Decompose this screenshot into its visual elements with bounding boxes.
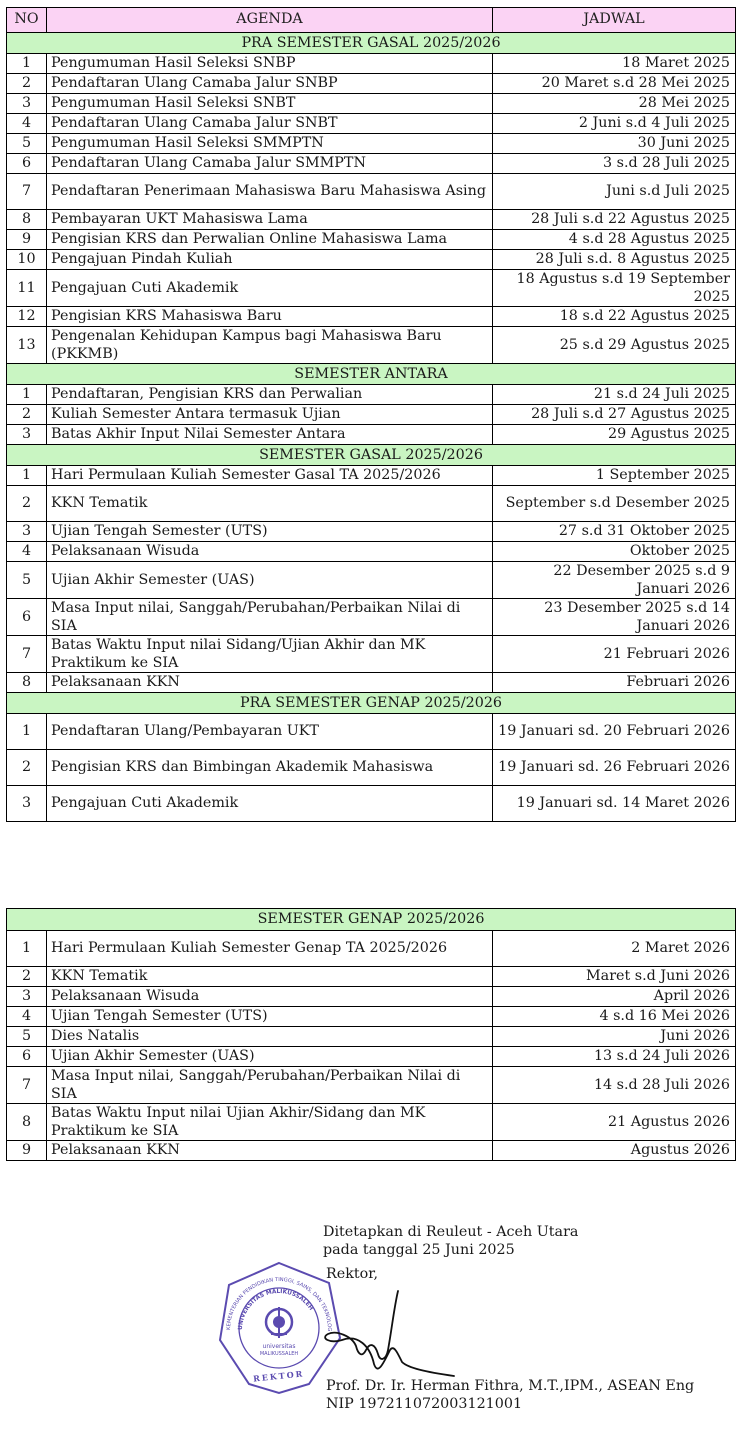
row-number: 3 bbox=[7, 522, 47, 542]
row-number: 3 bbox=[7, 987, 47, 1007]
section-title: SEMESTER GASAL 2025/2026 bbox=[7, 445, 736, 466]
row-number: 5 bbox=[7, 1027, 47, 1047]
row-number: 12 bbox=[7, 307, 47, 327]
table-row bbox=[7, 1007, 736, 1027]
row-number: 1 bbox=[7, 714, 47, 750]
table-row bbox=[7, 987, 736, 1007]
section-title: SEMESTER ANTARA bbox=[7, 364, 736, 385]
row-agenda: KKN Tematik bbox=[47, 486, 493, 522]
schedule-table-1 bbox=[6, 7, 736, 822]
row-jadwal: 18 Agustus s.d 19 September 2025 bbox=[493, 270, 736, 307]
row-agenda: Pengenalan Kehidupan Kampus bagi Mahasiswa Baru (PKKMB) bbox=[47, 327, 493, 364]
table-row bbox=[7, 967, 736, 987]
table-row bbox=[7, 250, 736, 270]
row-number: 2 bbox=[7, 750, 47, 786]
table-row bbox=[7, 750, 736, 786]
row-agenda: Pengisian KRS dan Perwalian Online Mahasiswa Lama bbox=[47, 230, 493, 250]
table-row bbox=[7, 636, 736, 673]
row-jadwal: 13 s.d 24 Juli 2026 bbox=[493, 1047, 736, 1067]
row-agenda: Masa Input nilai, Sanggah/Perubahan/Perbaikan Nilai di SIA bbox=[47, 1067, 493, 1104]
row-jadwal: Maret s.d Juni 2026 bbox=[493, 967, 736, 987]
row-number: 1 bbox=[7, 466, 47, 486]
table-row bbox=[7, 1067, 736, 1104]
header-jadwal: JADWAL bbox=[493, 8, 736, 33]
row-number: 2 bbox=[7, 967, 47, 987]
table-row bbox=[7, 385, 736, 405]
table-row bbox=[7, 673, 736, 693]
row-jadwal: 19 Januari sd. 26 Februari 2026 bbox=[493, 750, 736, 786]
row-number: 3 bbox=[7, 94, 47, 114]
stamp-inner-text: UNIVERSITAS MALIKUSSALEH bbox=[237, 1288, 314, 1331]
row-agenda: Pelaksanaan Wisuda bbox=[47, 542, 493, 562]
table-row bbox=[7, 94, 736, 114]
table-row bbox=[7, 230, 736, 250]
row-number: 5 bbox=[7, 562, 47, 599]
stamp-outer-text: KEMENTERIAN PENDIDIKAN TINGGI, SAINS, DAN TEKNOLOG bbox=[225, 1276, 333, 1332]
row-agenda: Pendaftaran Ulang Camaba Jalur SMMPTN bbox=[47, 154, 493, 174]
table-row bbox=[7, 174, 736, 210]
row-agenda: Pengumuman Hasil Seleksi SMMPTN bbox=[47, 134, 493, 154]
signing-place: Ditetapkan di Reuleut - Aceh Utara bbox=[323, 1224, 579, 1240]
row-jadwal: 27 s.d 31 Oktober 2025 bbox=[493, 522, 736, 542]
row-number: 1 bbox=[7, 385, 47, 405]
table-row bbox=[7, 466, 736, 486]
row-jadwal: 20 Maret s.d 28 Mei 2025 bbox=[493, 74, 736, 94]
row-number: 2 bbox=[7, 74, 47, 94]
row-agenda: Batas Akhir Input Nilai Semester Antara bbox=[47, 425, 493, 445]
row-agenda: Pendaftaran Penerimaan Mahasiswa Baru Mahasiswa Asing bbox=[47, 174, 493, 210]
row-number: 1 bbox=[7, 54, 47, 74]
row-number: 4 bbox=[7, 114, 47, 134]
row-number: 10 bbox=[7, 250, 47, 270]
row-number: 1 bbox=[7, 931, 47, 967]
row-number: 4 bbox=[7, 542, 47, 562]
row-jadwal: 28 Mei 2025 bbox=[493, 94, 736, 114]
schedule-body-2 bbox=[7, 909, 736, 1161]
header-no: NO bbox=[7, 8, 47, 33]
row-jadwal: Juni 2026 bbox=[493, 1027, 736, 1047]
row-number: 4 bbox=[7, 1007, 47, 1027]
table-row bbox=[7, 54, 736, 74]
signing-date: pada tanggal 25 Juni 2025 bbox=[323, 1242, 515, 1258]
row-number: 13 bbox=[7, 327, 47, 364]
row-agenda: Pendaftaran, Pengisian KRS dan Perwalian bbox=[47, 385, 493, 405]
row-jadwal: September s.d Desember 2025 bbox=[493, 486, 736, 522]
row-agenda: Pelaksanaan Wisuda bbox=[47, 987, 493, 1007]
row-jadwal: 29 Agustus 2025 bbox=[493, 425, 736, 445]
row-number: 8 bbox=[7, 210, 47, 230]
signer-nip: NIP 197211072003121001 bbox=[326, 1396, 523, 1412]
table-header-row bbox=[7, 8, 736, 33]
row-jadwal: 18 s.d 22 Agustus 2025 bbox=[493, 307, 736, 327]
table-row bbox=[7, 405, 736, 425]
table-row bbox=[7, 786, 736, 822]
row-agenda: Pengumuman Hasil Seleksi SNBP bbox=[47, 54, 493, 74]
row-number: 9 bbox=[7, 1141, 47, 1161]
table-row bbox=[7, 1027, 736, 1047]
row-jadwal: 3 s.d 28 Juli 2025 bbox=[493, 154, 736, 174]
row-jadwal: 4 s.d 28 Agustus 2025 bbox=[493, 230, 736, 250]
row-agenda: Pengisian KRS Mahasiswa Baru bbox=[47, 307, 493, 327]
table-row bbox=[7, 599, 736, 636]
row-agenda: Ujian Akhir Semester (UAS) bbox=[47, 1047, 493, 1067]
row-number: 7 bbox=[7, 174, 47, 210]
row-agenda: Pelaksanaan KKN bbox=[47, 673, 493, 693]
row-number: 7 bbox=[7, 636, 47, 673]
row-agenda: Pengajuan Pindah Kuliah bbox=[47, 250, 493, 270]
row-jadwal: Juni s.d Juli 2025 bbox=[493, 174, 736, 210]
row-number: 2 bbox=[7, 486, 47, 522]
row-jadwal: 21 s.d 24 Juli 2025 bbox=[493, 385, 736, 405]
row-agenda: Ujian Tengah Semester (UTS) bbox=[47, 1007, 493, 1027]
row-jadwal: 28 Juli s.d 22 Agustus 2025 bbox=[493, 210, 736, 230]
row-jadwal: Agustus 2026 bbox=[493, 1141, 736, 1161]
row-agenda: Hari Permulaan Kuliah Semester Genap TA 2025/2026 bbox=[47, 931, 493, 967]
table-row bbox=[7, 327, 736, 364]
section-header-row bbox=[7, 693, 736, 714]
row-number: 3 bbox=[7, 786, 47, 822]
table-row bbox=[7, 114, 736, 134]
stamp-rektor-text: REKTOR bbox=[252, 1368, 305, 1384]
table-row bbox=[7, 307, 736, 327]
row-agenda: Pengisian KRS dan Bimbingan Akademik Mahasiswa bbox=[47, 750, 493, 786]
row-jadwal: 14 s.d 28 Juli 2026 bbox=[493, 1067, 736, 1104]
signature bbox=[308, 1288, 458, 1384]
header-agenda: AGENDA bbox=[47, 8, 493, 33]
table-row bbox=[7, 74, 736, 94]
table-row bbox=[7, 931, 736, 967]
section-header-row bbox=[7, 33, 736, 54]
row-agenda: Pendaftaran Ulang Camaba Jalur SNBT bbox=[47, 114, 493, 134]
row-agenda: Batas Waktu Input nilai Ujian Akhir/Sidang dan MK Praktikum ke SIA bbox=[47, 1104, 493, 1141]
table-row bbox=[7, 425, 736, 445]
row-jadwal: April 2026 bbox=[493, 987, 736, 1007]
row-number: 5 bbox=[7, 134, 47, 154]
table-row bbox=[7, 1047, 736, 1067]
signer-role: Rektor, bbox=[326, 1266, 379, 1282]
row-jadwal: 28 Juli s.d. 8 Agustus 2025 bbox=[493, 250, 736, 270]
row-jadwal: 2 Maret 2026 bbox=[493, 931, 736, 967]
table-row bbox=[7, 270, 736, 307]
table-row bbox=[7, 1141, 736, 1161]
row-agenda: Pengajuan Cuti Akademik bbox=[47, 270, 493, 307]
table-row bbox=[7, 522, 736, 542]
row-jadwal: 22 Desember 2025 s.d 9 Januari 2026 bbox=[493, 562, 736, 599]
row-jadwal: 19 Januari sd. 20 Februari 2026 bbox=[493, 714, 736, 750]
row-jadwal: 30 Juni 2025 bbox=[493, 134, 736, 154]
stamp-logo-text: universitas bbox=[262, 1343, 296, 1350]
row-jadwal: Februari 2026 bbox=[493, 673, 736, 693]
row-jadwal: 18 Maret 2025 bbox=[493, 54, 736, 74]
row-jadwal: 25 s.d 29 Agustus 2025 bbox=[493, 327, 736, 364]
row-number: 9 bbox=[7, 230, 47, 250]
section-title: SEMESTER GENAP 2025/2026 bbox=[7, 909, 736, 931]
signer-name: Prof. Dr. Ir. Herman Fithra, M.T.,IPM., ASEAN Eng bbox=[326, 1378, 695, 1394]
row-agenda: Batas Waktu Input nilai Sidang/Ujian Akhir dan MK Praktikum ke SIA bbox=[47, 636, 493, 673]
row-jadwal: 2 Juni s.d 4 Juli 2025 bbox=[493, 114, 736, 134]
section-title: PRA SEMESTER GENAP 2025/2026 bbox=[7, 693, 736, 714]
row-jadwal: 19 Januari sd. 14 Maret 2026 bbox=[493, 786, 736, 822]
row-number: 6 bbox=[7, 599, 47, 636]
row-agenda: Dies Natalis bbox=[47, 1027, 493, 1047]
row-jadwal: Oktober 2025 bbox=[493, 542, 736, 562]
row-number: 8 bbox=[7, 673, 47, 693]
section-header-row bbox=[7, 364, 736, 385]
section-header-row bbox=[7, 909, 736, 931]
table-row bbox=[7, 134, 736, 154]
schedule-body-1 bbox=[7, 33, 736, 822]
table-row bbox=[7, 210, 736, 230]
table-row bbox=[7, 562, 736, 599]
row-agenda: Ujian Tengah Semester (UTS) bbox=[47, 522, 493, 542]
table-row bbox=[7, 154, 736, 174]
row-agenda: Pengajuan Cuti Akademik bbox=[47, 786, 493, 822]
row-jadwal: 4 s.d 16 Mei 2026 bbox=[493, 1007, 736, 1027]
row-agenda: Pembayaran UKT Mahasiswa Lama bbox=[47, 210, 493, 230]
table-row bbox=[7, 714, 736, 750]
row-number: 2 bbox=[7, 405, 47, 425]
row-jadwal: 21 Februari 2026 bbox=[493, 636, 736, 673]
row-number: 6 bbox=[7, 154, 47, 174]
row-number: 7 bbox=[7, 1067, 47, 1104]
row-jadwal: 28 Juli s.d 27 Agustus 2025 bbox=[493, 405, 736, 425]
row-agenda: Pelaksanaan KKN bbox=[47, 1141, 493, 1161]
row-agenda: Masa Input nilai, Sanggah/Perubahan/Perbaikan Nilai di SIA bbox=[47, 599, 493, 636]
schedule-table-2 bbox=[6, 908, 736, 1161]
row-agenda: Hari Permulaan Kuliah Semester Gasal TA 2025/2026 bbox=[47, 466, 493, 486]
row-number: 6 bbox=[7, 1047, 47, 1067]
row-jadwal: 23 Desember 2025 s.d 14 Januari 2026 bbox=[493, 599, 736, 636]
row-agenda: KKN Tematik bbox=[47, 967, 493, 987]
stamp-logo-text-2: MALIKUSSALEH bbox=[259, 1351, 299, 1357]
row-agenda: Pendaftaran Ulang/Pembayaran UKT bbox=[47, 714, 493, 750]
row-jadwal: 21 Agustus 2026 bbox=[493, 1104, 736, 1141]
row-agenda: Ujian Akhir Semester (UAS) bbox=[47, 562, 493, 599]
row-number: 11 bbox=[7, 270, 47, 307]
row-agenda: Pendaftaran Ulang Camaba Jalur SNBP bbox=[47, 74, 493, 94]
table-row bbox=[7, 542, 736, 562]
row-number: 8 bbox=[7, 1104, 47, 1141]
section-title: PRA SEMESTER GASAL 2025/2026 bbox=[7, 33, 736, 54]
table-row bbox=[7, 1104, 736, 1141]
table-row bbox=[7, 486, 736, 522]
row-jadwal: 1 September 2025 bbox=[493, 466, 736, 486]
row-agenda: Kuliah Semester Antara termasuk Ujian bbox=[47, 405, 493, 425]
row-number: 3 bbox=[7, 425, 47, 445]
row-agenda: Pengumuman Hasil Seleksi SNBT bbox=[47, 94, 493, 114]
section-header-row bbox=[7, 445, 736, 466]
